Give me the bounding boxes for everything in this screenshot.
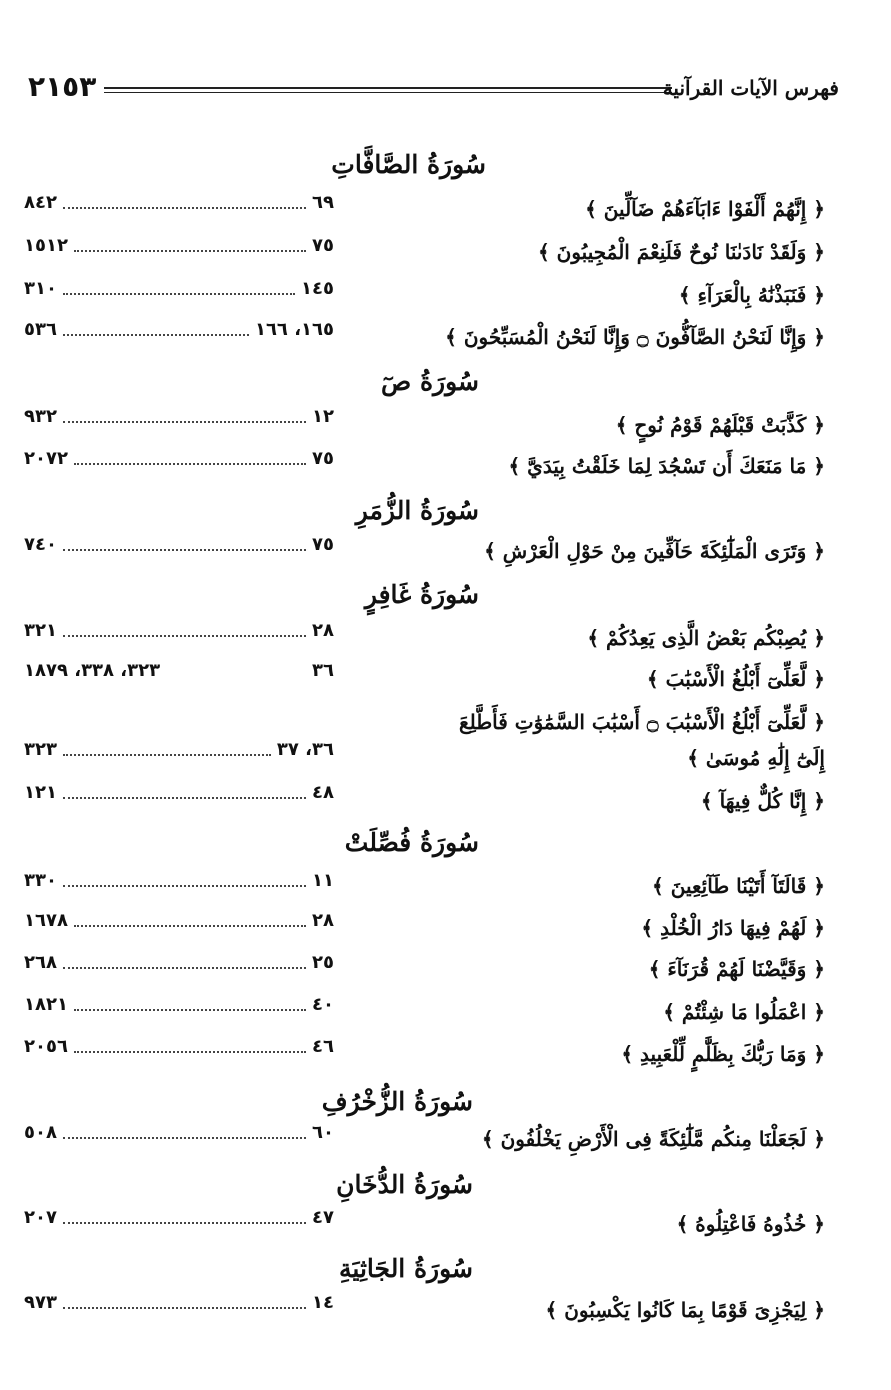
ayah-text: ﴿ وَمَا رَبُّكَ بِظَلَّٰمٍ لِّلْعَبِيدِ ﴾ xyxy=(621,1042,825,1066)
page-reference: ٣٣٠ xyxy=(24,869,57,891)
header-rule xyxy=(104,87,672,93)
page-reference: ٥٣٦ xyxy=(24,318,57,340)
leader-dots xyxy=(74,1039,306,1053)
page-reference: ٢٦٨ xyxy=(24,951,57,973)
reference-row xyxy=(24,274,334,302)
leader-dots xyxy=(63,1210,306,1224)
ayah-number: ١١ xyxy=(312,869,334,891)
ayah-text: ﴿ لَهُمْ فِيهَا دَارُ الْخُلْدِ ﴾ xyxy=(641,916,825,940)
leader-dots xyxy=(63,955,306,969)
page-reference: ٣١٠ xyxy=(24,277,57,299)
leader-dots xyxy=(63,785,306,799)
ayah-text: ﴿ لَجَعَلْنَا مِنكُم مَّلَٰٓئِكَةً فِى الْأَرْضِ يَخْلُفُونَ ﴾ xyxy=(481,1127,825,1151)
page-reference: ٣٢١ xyxy=(24,619,57,641)
reference-row xyxy=(24,778,334,806)
reference-row xyxy=(24,948,334,976)
ayah-text: ﴿ إِنَّهُمْ أَلْفَوْا ءَابَآءَهُمْ ضَآلِّينَ ﴾ xyxy=(585,197,825,221)
ayah-number: ١٢ xyxy=(312,405,334,427)
page-number: ٢١٥٣ xyxy=(28,70,97,103)
ayah-text: ﴿ اعْمَلُوا مَا شِئْتُمْ ﴾ xyxy=(663,1000,825,1024)
leader-dots xyxy=(74,238,306,252)
ayah-text-continued: إِلَىٰٓ إِلَٰهِ مُوسَىٰ ﴾ xyxy=(687,746,825,770)
ayah-number: ٧٥ xyxy=(312,533,334,555)
ayah-number: ٧٥ xyxy=(312,234,334,256)
reference-row xyxy=(24,1288,334,1316)
ayah-text: ﴿ فَنَبَذْنَٰهُ بِالْعَرَآءِ ﴾ xyxy=(678,283,825,307)
ayah-number: ٤٨ xyxy=(312,781,334,803)
surah-heading: سُورَةُ الزُّخْرُفِ xyxy=(321,1087,473,1116)
ayah-number: ١٤ xyxy=(312,1291,334,1313)
page-reference: ٢٠٧٢ xyxy=(24,447,68,469)
leader-dots xyxy=(63,623,306,637)
ayah-text: ﴿ وَلَقَدْ نَادَىٰنَا نُوحٌ فَلَنِعْمَ الْمُجِيبُونَ ﴾ xyxy=(537,240,825,264)
ayah-number: ٧٥ xyxy=(312,447,334,469)
leader-dots xyxy=(63,409,306,423)
leader-dots xyxy=(63,873,306,887)
ayah-text: ﴿ كَذَّبَتْ قَبْلَهُمْ قَوْمُ نُوحٍ ﴾ xyxy=(615,413,825,437)
reference-row xyxy=(24,188,334,216)
leader-dots xyxy=(63,195,306,209)
ayah-number: ١٤٥ xyxy=(301,277,334,299)
leader-dots xyxy=(63,1125,306,1139)
page-reference: ٢٠٥٦ xyxy=(24,1035,68,1057)
ayah-number: ٢٨ xyxy=(312,909,334,931)
page-reference: ٢٠٧ xyxy=(24,1206,57,1228)
surah-heading: سُورَةُ الزُّمَرِ xyxy=(355,496,479,525)
leader-dots xyxy=(74,451,306,465)
ayah-number: ٣٦ xyxy=(312,659,334,681)
ayah-text: ﴿ مَا مَنَعَكَ أَن تَسْجُدَ لِمَا خَلَقْتُ بِيَدَيَّ ﴾ xyxy=(508,454,825,478)
leader-dots xyxy=(63,322,249,336)
page-reference: ٧٤٠ xyxy=(24,533,57,555)
ayah-number: ٤٠ xyxy=(312,993,334,1015)
leader-dots xyxy=(63,742,271,756)
reference-row xyxy=(24,231,334,259)
ayah-number: ٤٦ xyxy=(312,1035,334,1057)
page-header xyxy=(0,70,891,110)
reference-row xyxy=(24,990,334,1018)
reference-row xyxy=(24,866,334,894)
reference-row xyxy=(24,906,334,934)
page-reference: ١٦٧٨ xyxy=(24,909,68,931)
ayah-number: ٣٦، ٣٧ xyxy=(276,738,334,760)
page-reference: ١٥١٢ xyxy=(24,234,68,256)
ayah-number: ٤٧ xyxy=(312,1206,334,1228)
page-reference: ٨٤٢ xyxy=(24,191,57,213)
ayah-text: ﴿ لَّعَلِّىٓ أَبْلُغُ الْأَسْبَٰبَ ۝ أَسْبَٰبَ السَّمَٰوَٰتِ فَأَطَّلِعَ xyxy=(458,710,825,734)
page-reference: ٩٧٣ xyxy=(24,1291,57,1313)
reference-row xyxy=(24,530,334,558)
reference-row xyxy=(24,315,334,343)
ayah-number: ٢٨ xyxy=(312,619,334,641)
surah-heading: سُورَةُ الدُّخَانِ xyxy=(336,1170,473,1199)
page-reference: ٣٢٣ xyxy=(24,738,57,760)
reference-row xyxy=(24,735,334,763)
ayah-number: ٢٥ xyxy=(312,951,334,973)
leader-dots xyxy=(166,664,306,676)
ayah-number: ١٦٥، ١٦٦ xyxy=(254,318,334,340)
ayah-text: ﴿ وَتَرَى الْمَلَٰٓئِكَةَ حَآفِّينَ مِنْ حَوْلِ الْعَرْشِ ﴾ xyxy=(484,539,825,563)
page-reference: ١٨٢١ xyxy=(24,993,68,1015)
leader-dots xyxy=(74,997,306,1011)
reference-row xyxy=(24,402,334,430)
ayah-text: ﴿ خُذُوهُ فَاعْتِلُوهُ ﴾ xyxy=(676,1212,825,1236)
reference-row xyxy=(24,444,334,472)
ayah-text: ﴿ يُصِبْكُم بَعْضُ الَّذِى يَعِدُكُمْ ﴾ xyxy=(587,626,825,650)
surah-heading: سُورَةُ صٓ xyxy=(381,367,479,396)
ayah-text: ﴿ لَّعَلِّىٓ أَبْلُغُ الْأَسْبَٰبَ ﴾ xyxy=(646,667,825,691)
ayah-text: ﴿ وَإِنَّا لَنَحْنُ الصَّآفُّونَ ۝ وَإِنَّا لَنَحْنُ الْمُسَبِّحُونَ ﴾ xyxy=(445,325,825,349)
leader-dots xyxy=(63,537,306,551)
ayah-number: ٦٠ xyxy=(312,1121,334,1143)
leader-dots xyxy=(74,913,306,927)
page-reference: ٣٢٣، ٣٣٨، ١٨٧٩ xyxy=(24,659,161,681)
reference-row xyxy=(24,616,334,644)
reference-row xyxy=(24,1118,334,1146)
header-title: فهرس الآيات القرآنية xyxy=(662,76,839,100)
ayah-text: ﴿ لِيَجْزِىَ قَوْمًا بِمَا كَانُوا يَكْسِبُونَ ﴾ xyxy=(545,1298,825,1322)
reference-row xyxy=(24,656,334,684)
ayah-text: ﴿ وَقَيَّضْنَا لَهُمْ قُرَنَآءَ ﴾ xyxy=(648,957,825,981)
leader-dots xyxy=(63,281,295,295)
leader-dots xyxy=(63,1295,306,1309)
ayah-number: ٦٩ xyxy=(312,191,334,213)
page-reference: ٩٣٢ xyxy=(24,405,57,427)
surah-heading: سُورَةُ الصَّافَّاتِ xyxy=(331,150,486,179)
ayah-text: ﴿ إِنَّا كُلٌّ فِيهَآ ﴾ xyxy=(700,789,825,813)
surah-heading: سُورَةُ غَافِرٍ xyxy=(364,580,479,609)
page-reference: ١٢١ xyxy=(24,781,57,803)
page-reference: ٥٠٨ xyxy=(24,1121,57,1143)
reference-row xyxy=(24,1203,334,1231)
reference-row xyxy=(24,1032,334,1060)
ayah-text: ﴿ قَالَتَآ أَتَيْنَا طَآئِعِينَ ﴾ xyxy=(652,874,825,898)
surah-heading: سُورَةُ الجَاثِيَةِ xyxy=(339,1254,473,1283)
surah-heading: سُورَةُ فُصِّلَتْ xyxy=(344,828,479,857)
